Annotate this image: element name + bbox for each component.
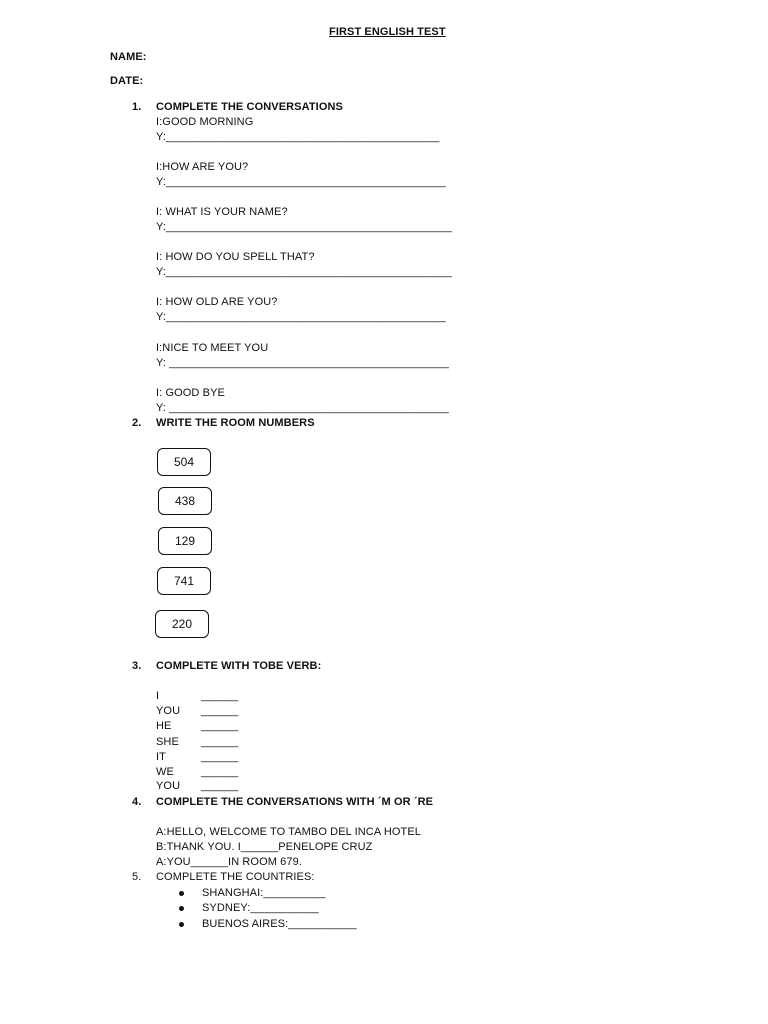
room-number-box: 741 (157, 567, 211, 595)
verb-blank: ______ (201, 780, 239, 792)
conversation-answer-line: Y:____________________________________________ (156, 131, 440, 143)
conversation-question: I:GOOD MORNING (156, 116, 254, 128)
conversation-question: I: HOW OLD ARE YOU? (156, 296, 278, 308)
date-label: DATE: (110, 75, 144, 87)
conversation-answer-line: Y: _____________________________________________ (156, 402, 449, 414)
conversation-answer-line: Y: _____________________________________________ (156, 357, 449, 369)
section-3-number: 3. (132, 660, 142, 672)
section-2-heading: WRITE THE ROOM NUMBERS (156, 417, 315, 429)
conversation-answer-line: Y:______________________________________________ (156, 221, 452, 233)
section-4-number: 4. (132, 796, 142, 808)
conversation-answer-line: Y:_____________________________________________ (156, 176, 446, 188)
verb-blank: ______ (201, 766, 239, 778)
verb-blank: ______ (201, 751, 239, 763)
pronoun: HE (156, 720, 172, 732)
conversation-question: I: GOOD BYE (156, 387, 225, 399)
conversation-answer-line: Y:_____________________________________________ (156, 311, 446, 323)
section-2-number: 2. (132, 417, 142, 429)
dialogue-line: B:THANK YOU. I______PENELOPE CRUZ (156, 841, 373, 853)
country-item: SHANGHAI:__________ (202, 887, 326, 899)
room-number-box: 129 (158, 527, 212, 555)
test-title: FIRST ENGLISH TEST (329, 26, 446, 38)
pronoun: I (156, 690, 160, 702)
section-4-heading: COMPLETE THE CONVERSATIONS WITH ´M OR ´RE (156, 796, 434, 808)
name-label: NAME: (110, 51, 147, 63)
section-5-number: 5. (132, 871, 142, 883)
conversation-question: I: WHAT IS YOUR NAME? (156, 206, 288, 218)
pronoun: YOU (156, 705, 181, 717)
country-item: BUENOS AIRES:___________ (202, 918, 357, 930)
country-item: SYDNEY:___________ (202, 902, 319, 914)
verb-blank: ______ (201, 736, 239, 748)
conversation-question: I:NICE TO MEET YOU (156, 342, 269, 354)
dialogue-line: A:YOU______IN ROOM 679. (156, 856, 302, 868)
section-3-heading: COMPLETE WITH TOBE VERB: (156, 660, 322, 672)
pronoun: WE (156, 766, 174, 778)
section-1-heading: COMPLETE THE CONVERSATIONS (156, 101, 343, 113)
pronoun: IT (156, 751, 166, 763)
pronoun: YOU (156, 780, 181, 792)
conversation-answer-line: Y:______________________________________________ (156, 266, 452, 278)
verb-blank: ______ (201, 705, 239, 717)
verb-blank: ______ (201, 690, 239, 702)
conversation-question: I: HOW DO YOU SPELL THAT? (156, 251, 315, 263)
room-number-box: 220 (155, 610, 209, 638)
pronoun: SHE (156, 736, 179, 748)
bullet-icon (179, 906, 184, 911)
bullet-icon (179, 891, 184, 896)
section-5-heading: COMPLETE THE COUNTRIES: (156, 871, 315, 883)
verb-blank: ______ (201, 720, 239, 732)
section-1-number: 1. (132, 101, 142, 113)
dialogue-line: A:HELLO, WELCOME TO TAMBO DEL INCA HOTEL (156, 826, 422, 838)
bullet-icon (179, 922, 184, 927)
room-number-box: 504 (157, 448, 211, 476)
room-number-box: 438 (158, 487, 212, 515)
conversation-question: I:HOW ARE YOU? (156, 161, 249, 173)
